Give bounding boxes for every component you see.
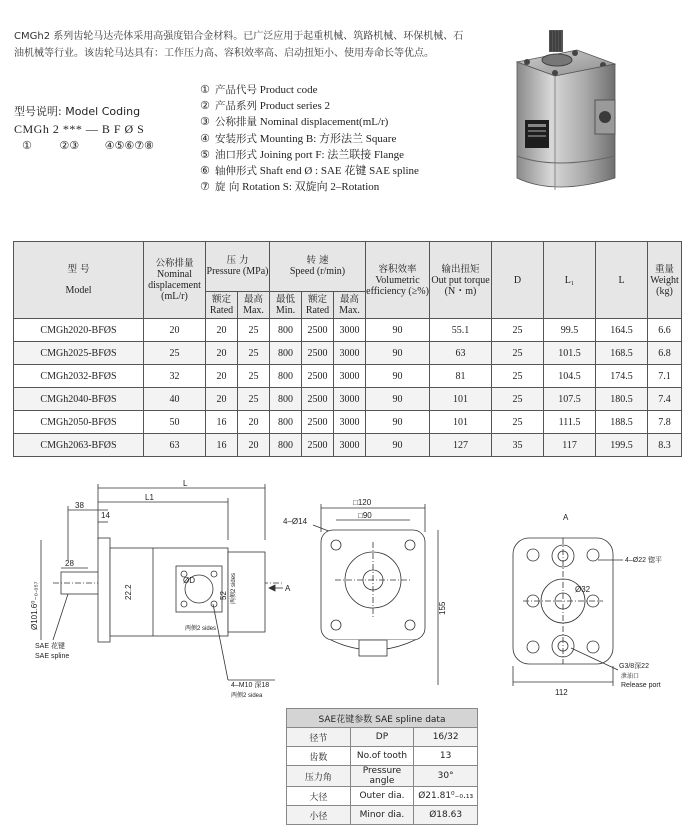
table-cell: 2500 xyxy=(302,319,334,342)
spline-value: Ø18.63 xyxy=(414,806,478,825)
col-model xyxy=(14,242,144,319)
col-l1: L₁ xyxy=(544,242,596,319)
intro-text xyxy=(14,28,474,62)
table-cell: 2500 xyxy=(302,388,334,411)
torque-en: Out put torque (N・m) xyxy=(431,274,490,297)
gear-motor-photo xyxy=(505,28,625,198)
table-cell: 800 xyxy=(270,388,302,411)
table-cell: 55.1 xyxy=(430,319,492,342)
legend-cn: 产品代号 xyxy=(215,84,257,96)
eff-cn: 容积效率 xyxy=(378,263,417,275)
table-cell: 35 xyxy=(492,434,544,457)
col-pressure xyxy=(206,242,270,292)
dim-L1: L1 xyxy=(145,493,154,502)
table-cell: 20 xyxy=(206,388,238,411)
release-cn: 泄油口 xyxy=(621,674,640,680)
sides-en: 2 sides xyxy=(231,572,237,592)
sides-en-2: 2 sides xyxy=(197,626,217,632)
table-cell: 16 xyxy=(206,434,238,457)
model-cell: CMGh2025-BFØS xyxy=(14,342,144,365)
legend-en: Product code xyxy=(259,84,318,96)
legend-num: ⑤ xyxy=(200,147,210,161)
view-A-arrow-label: A xyxy=(285,584,291,593)
min-cn: 最低 xyxy=(275,293,295,305)
legend-num: ⑦ xyxy=(200,180,210,194)
table-cell: 40 xyxy=(144,388,206,411)
table-cell: 63 xyxy=(430,342,492,365)
legend-en: Rotation S: 双旋向 2–Rotation xyxy=(242,181,380,194)
col-speed-min xyxy=(270,291,302,318)
sides-cn: 两侧 xyxy=(231,591,237,604)
table-cell: 7.1 xyxy=(648,365,682,388)
table-cell: 199.5 xyxy=(596,434,648,457)
spline-row xyxy=(287,747,478,766)
table-cell: 800 xyxy=(270,411,302,434)
spline-cn: 大径 xyxy=(287,787,351,806)
sae-cn-label: SAE 花键 xyxy=(35,643,65,650)
dim-2sides-bottom xyxy=(185,624,216,632)
dim-shaft-dia: Ø101.6⁰₋₀.₀₅₇ xyxy=(30,581,39,630)
table-cell: 25 xyxy=(238,319,270,342)
speed-cn: 转 速 xyxy=(306,255,329,267)
spline-cn: 径节 xyxy=(287,728,351,747)
dim-112: 112 xyxy=(555,688,568,697)
table-cell: 25 xyxy=(492,365,544,388)
legend-en: Shaft end Ø : SAE 花键 SAE spline xyxy=(259,165,419,178)
dim-L: L xyxy=(183,480,188,488)
table-cell: 8.3 xyxy=(648,434,682,457)
spline-en: Pressure angle xyxy=(350,766,414,787)
table-row xyxy=(14,411,682,434)
table-cell: 800 xyxy=(270,434,302,457)
table-cell: 20 xyxy=(238,411,270,434)
table-cell: 800 xyxy=(270,319,302,342)
table-cell: 7.4 xyxy=(648,388,682,411)
table-cell: 20 xyxy=(144,319,206,342)
legend-num: ④ xyxy=(200,131,210,145)
legend-en: Joining port F: 法兰联接 Flange xyxy=(259,148,404,161)
table-cell: 180.5 xyxy=(596,388,648,411)
table-cell: 3000 xyxy=(334,342,366,365)
spline-value: 30° xyxy=(414,766,478,787)
spline-row xyxy=(287,806,478,825)
legend-row xyxy=(200,179,419,195)
sides-cn-2: 两侧 xyxy=(185,626,198,632)
spline-en: DP xyxy=(350,728,414,747)
pressure-cn: 压 力 xyxy=(226,255,249,267)
technical-drawings xyxy=(13,480,683,700)
table-cell: 99.5 xyxy=(544,319,596,342)
legend-num: ② xyxy=(200,99,210,113)
legend-en: Product series 2 xyxy=(259,100,331,113)
spline-value: Ø21.81⁰₋₀.₁₃ xyxy=(414,787,478,806)
table-cell: 127 xyxy=(430,434,492,457)
model-cell: CMGh2050-BFØS xyxy=(14,411,144,434)
table-cell: 3000 xyxy=(334,365,366,388)
table-cell: 168.5 xyxy=(596,342,648,365)
table-cell: 3000 xyxy=(334,411,366,434)
legend-num: ① xyxy=(200,83,210,96)
col-torque xyxy=(430,242,492,319)
table-cell: 174.5 xyxy=(596,365,648,388)
dim-155: 155 xyxy=(438,601,447,615)
table-cell: 25 xyxy=(144,342,206,365)
table-row xyxy=(14,319,682,342)
model-cell: CMGh2032-BFØS xyxy=(14,365,144,388)
table-cell: 25 xyxy=(492,319,544,342)
legend-row xyxy=(200,131,419,147)
model-en: Model xyxy=(65,285,92,296)
col-pressure-rated xyxy=(206,291,238,318)
model-coding-numbers xyxy=(22,139,156,152)
table-cell: 63 xyxy=(144,434,206,457)
model-cell: CMGh2040-BFØS xyxy=(14,388,144,411)
table-cell: 107.5 xyxy=(544,388,596,411)
table-cell: 25 xyxy=(238,365,270,388)
front-view xyxy=(283,498,447,685)
table-cell: 81 xyxy=(430,365,492,388)
table-cell: 90 xyxy=(366,342,430,365)
table-row xyxy=(14,365,682,388)
table-cell: 800 xyxy=(270,342,302,365)
col-d: D xyxy=(492,242,544,319)
model-cell: CMGh2020-BFØS xyxy=(14,319,144,342)
legend-num: ⑥ xyxy=(200,164,210,178)
weight-en: Weight (kg) xyxy=(650,274,679,297)
dim-90: □90 xyxy=(358,511,372,520)
spline-value: 16/32 xyxy=(414,728,478,747)
spline-en: No.of tooth xyxy=(350,747,414,766)
table-cell: 25 xyxy=(492,342,544,365)
table-row xyxy=(14,388,682,411)
table-cell: 6.6 xyxy=(648,319,682,342)
legend-cn: 旋 向 xyxy=(215,181,240,194)
legend-num: ③ xyxy=(200,115,210,129)
rated-cn: 额定 xyxy=(211,293,231,305)
legend-row xyxy=(200,163,419,179)
smax-cn: 最高 xyxy=(340,293,360,305)
model-cell: CMGh2063-BFØS xyxy=(14,434,144,457)
spline-table-title-row xyxy=(287,709,478,728)
pressure-en: Pressure (MPa) xyxy=(206,266,269,278)
dim-14: 14 xyxy=(101,511,110,520)
spline-row xyxy=(287,787,478,806)
table-cell: 50 xyxy=(144,411,206,434)
legend-row xyxy=(200,147,419,163)
model-coding-formula: CMGh 2 *** — B F Ø S xyxy=(14,122,145,136)
table-cell: 25 xyxy=(238,342,270,365)
model-coding-title xyxy=(14,103,140,119)
table-cell: 20 xyxy=(206,342,238,365)
table-cell: 2500 xyxy=(302,434,334,457)
dim-4phi14: 4–Ø14 xyxy=(283,517,308,526)
table-cell: 20 xyxy=(238,434,270,457)
table-cell: 101 xyxy=(430,411,492,434)
table-cell: 25 xyxy=(238,388,270,411)
spline-cn: 压力角 xyxy=(287,766,351,787)
eff-en: Volumetric efficiency (≥%) xyxy=(366,274,429,297)
legend-row xyxy=(200,114,419,130)
release-en: Release port xyxy=(621,682,661,689)
table-cell: 3000 xyxy=(334,388,366,411)
coding-num-4-8: ④⑤⑥⑦⑧ xyxy=(104,139,154,152)
table-row xyxy=(14,342,682,365)
spline-cn: 齿数 xyxy=(287,747,351,766)
table-cell: 2500 xyxy=(302,411,334,434)
disp-cn: 公称排量 xyxy=(155,258,194,269)
table-cell: 3000 xyxy=(334,434,366,457)
table-cell: 25 xyxy=(492,388,544,411)
disp-en: Nominal displacement (mL/r) xyxy=(148,269,201,302)
speed-en: Speed (r/min) xyxy=(289,266,346,278)
max-cn: 最高 xyxy=(243,293,263,305)
col-l: L xyxy=(596,242,648,319)
col-displacement xyxy=(144,242,206,319)
table-cell: 104.5 xyxy=(544,365,596,388)
spline-row xyxy=(287,728,478,747)
table-cell: 188.5 xyxy=(596,411,648,434)
m10-label: 4–M10 深18 xyxy=(231,682,270,689)
spline-cn: 小径 xyxy=(287,806,351,825)
table-cell: 101.5 xyxy=(544,342,596,365)
intro-line-1: CMGh2 系列齿轮马达壳体采用高强度铝合金材料。已广泛应用于起重机械、筑路机械、环保机械、石 xyxy=(14,31,464,42)
spline-table-title: SAE花键参数 SAE spline data xyxy=(287,709,478,728)
torque-cn: 输出扭矩 xyxy=(441,263,480,275)
col-speed xyxy=(270,242,366,292)
legend-row xyxy=(200,82,419,98)
srated-en: Rated xyxy=(305,304,330,316)
table-cell: 117 xyxy=(544,434,596,457)
spline-value: 13 xyxy=(414,747,478,766)
dim-52: 52 xyxy=(219,591,228,600)
spline-en: Outer dia. xyxy=(350,787,414,806)
col-weight xyxy=(648,242,682,319)
table-cell: 7.8 xyxy=(648,411,682,434)
table-cell: 16 xyxy=(206,411,238,434)
col-speed-max xyxy=(334,291,366,318)
m10-sides-label: 两侧2 sidea xyxy=(231,693,263,699)
dim-phiD: ØD xyxy=(183,576,195,585)
col-efficiency xyxy=(366,242,430,319)
dim-phi32: Ø32 xyxy=(575,585,591,594)
legend-cn: 安装形式 xyxy=(215,132,257,145)
legend-cn: 产品系列 xyxy=(215,100,257,113)
table-cell: 6.8 xyxy=(648,342,682,365)
header-row-top xyxy=(14,242,682,292)
table-cell: 90 xyxy=(366,388,430,411)
view-A-label: A xyxy=(563,513,569,522)
table-cell: 90 xyxy=(366,434,430,457)
smax-en: Max. xyxy=(339,304,360,316)
side-view xyxy=(30,480,291,699)
dim-2sides-label xyxy=(229,573,237,604)
table-cell: 90 xyxy=(366,411,430,434)
model-cn: 型 号 xyxy=(67,264,90,275)
legend-cn: 轴伸形式 xyxy=(215,165,257,178)
table-cell: 3000 xyxy=(334,319,366,342)
dim-38: 38 xyxy=(75,501,84,510)
srated-cn: 额定 xyxy=(307,293,327,305)
coding-num-23: ②③ xyxy=(59,139,80,152)
spec-table xyxy=(13,241,682,457)
weight-cn: 重量 xyxy=(655,263,675,275)
dim-4phi22: 4–Ø22 锪平 xyxy=(625,557,662,564)
col-speed-rated xyxy=(302,291,334,318)
port-view xyxy=(513,513,662,697)
table-cell: 20 xyxy=(206,319,238,342)
coding-num-1: ① xyxy=(22,139,32,152)
dim-g38: G3/8深22 xyxy=(619,663,649,670)
table-cell: 800 xyxy=(270,365,302,388)
coding-legend xyxy=(200,82,419,195)
rated-en: Rated xyxy=(209,304,234,316)
col-pressure-max xyxy=(238,291,270,318)
legend-en: Nominal displacement(mL/r) xyxy=(259,116,389,129)
dim-120: □120 xyxy=(353,498,372,507)
legend-cn: 油口形式 xyxy=(215,148,257,161)
table-cell: 2500 xyxy=(302,365,334,388)
spline-en: Minor dia. xyxy=(350,806,414,825)
table-cell: 164.5 xyxy=(596,319,648,342)
table-cell: 111.5 xyxy=(544,411,596,434)
model-coding-title-en: : Model Coding xyxy=(58,105,141,118)
legend-en: Mounting B: 方形法兰 Square xyxy=(259,132,397,145)
intro-line-2: 油机械等行业。该齿轮马达具有：工作压力高、容积效率高、启动扭矩小、使用寿命长等优点。 xyxy=(14,48,434,59)
min-en: Min. xyxy=(275,304,296,316)
table-row xyxy=(14,434,682,457)
table-cell: 90 xyxy=(366,365,430,388)
table-cell: 20 xyxy=(206,365,238,388)
table-cell: 101 xyxy=(430,388,492,411)
table-cell: 32 xyxy=(144,365,206,388)
dim-22: 22.2 xyxy=(124,584,133,600)
legend-cn: 公称排量 xyxy=(215,116,257,129)
table-cell: 25 xyxy=(492,411,544,434)
spline-data-table xyxy=(286,708,478,825)
model-coding-title-cn: 型号说明 xyxy=(14,105,58,118)
max-en: Max. xyxy=(243,304,264,316)
spline-row xyxy=(287,766,478,787)
dim-28: 28 xyxy=(65,559,74,568)
table-cell: 2500 xyxy=(302,342,334,365)
legend-row xyxy=(200,98,419,114)
sae-en-label: SAE spline xyxy=(35,653,70,660)
table-cell: 90 xyxy=(366,319,430,342)
